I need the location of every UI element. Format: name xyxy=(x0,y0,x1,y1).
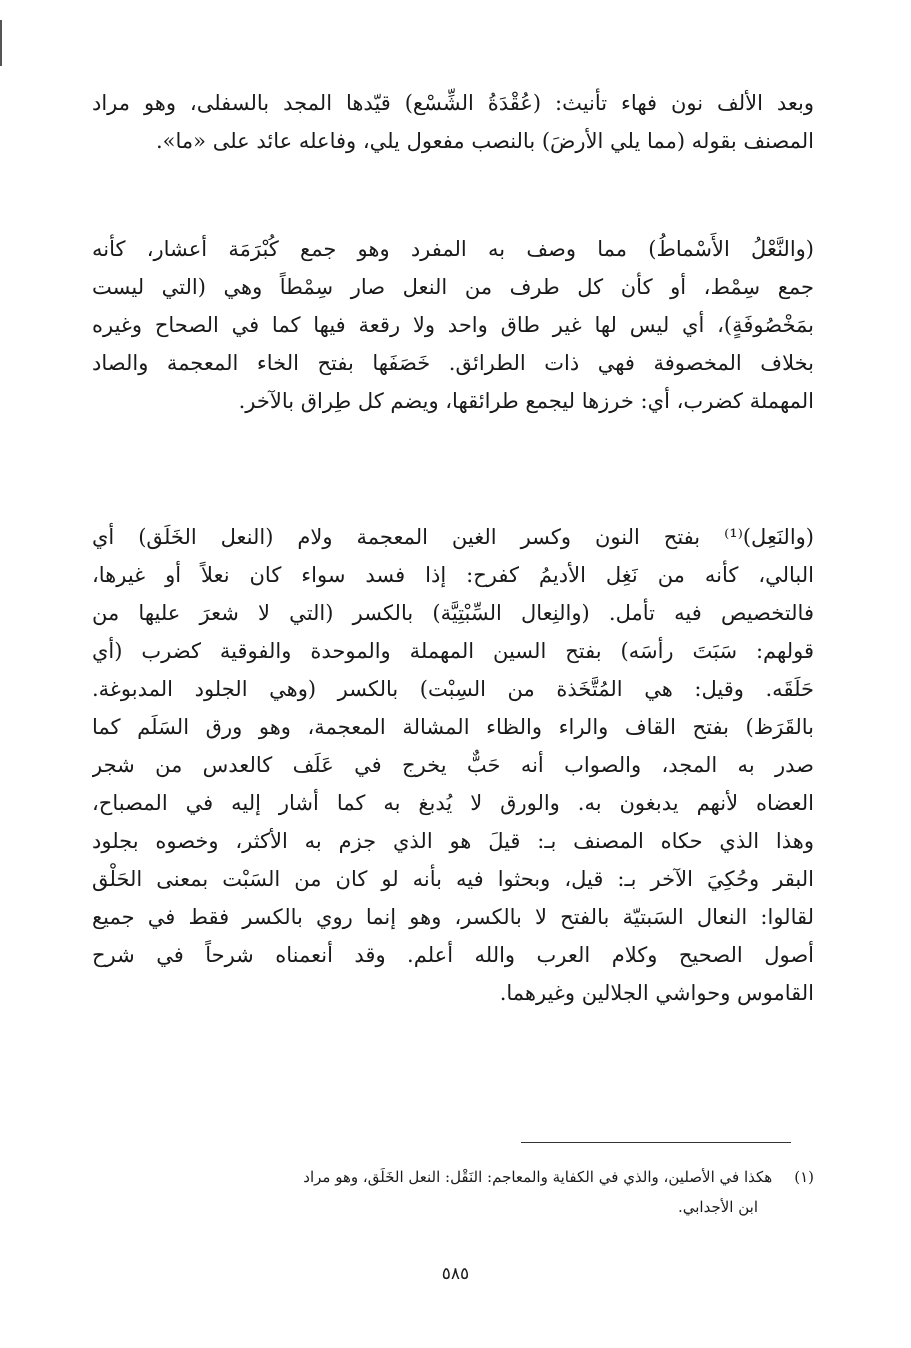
footnote-number: (١) xyxy=(794,1168,814,1186)
footnote-line: ابن الأجدابي. xyxy=(677,1198,758,1216)
page-edge-mark xyxy=(0,20,2,66)
text-line: جمع سِمْط، أو كأن كل طرف من النعل صار سِمْطاً وهي (التي ليست xyxy=(92,275,814,299)
text-line: صدر به المجد، والصواب أنه حَبٌّ يخرج في عَلَف كالعدس من شجر xyxy=(92,753,814,777)
text-line: (والنَّعْلُ الأَسْماطُ) مما وصف به المفرد وهو جمع كُبْرَمَة أعشار، كأنه xyxy=(92,237,814,261)
text-line: حَلَقَه. وقيل: هي المُتَّخَذة من السِبْت) بالكسر (وهي الجلود المدبوغة. xyxy=(92,677,814,701)
text-line: البالي، كأنه من نَغِل الأديمُ كفرح: إذا فسد سواء كان نعلاً أو غيرها، xyxy=(92,563,814,587)
page-number: ٥٨٥ xyxy=(441,1264,470,1284)
paragraph-3 xyxy=(92,518,814,1012)
text-line: بمَخْصُوفَةٍ)، أي ليس لها غير طاق واحد ولا رقعة فيها كما في الصحاح وغيره xyxy=(92,313,814,337)
text-line: وهذا الذي حكاه المصنف بـ: قيلَ هو الذي جزم به الأكثر، وخصوه بجلود xyxy=(92,829,814,853)
text-line: (والنَعِل)⁽¹⁾ بفتح النون وكسر الغين المعجمة ولام (النعل الخَلَق) أي xyxy=(92,525,814,549)
text-line: بخلاف المخصوفة فهي ذات الطرائق. خَصَفَها بفتح الخاء المعجمة والصاد xyxy=(92,351,814,375)
text-line: العضاه لأنهم يدبغون به. والورق لا يُدبغ به كما أشار إليه في المصباح، xyxy=(92,791,814,815)
text-line: القاموس وحواشي الجلالين وغيرهما. xyxy=(499,981,814,1005)
footnote-divider xyxy=(521,1142,791,1143)
text-line: البقر وحُكِيَ الآخر بـ: قيل، وبحثوا فيه بأنه لو كان من السَبْت بمعنى الحَلْق xyxy=(92,867,814,891)
text-line: لقالوا: النعال السَبتيّة بالفتح لا بالكسر، وهو إنما روي بالكسر فقط في جميع xyxy=(92,905,814,929)
paragraph-2 xyxy=(92,230,814,420)
text-line: وبعد الألف نون فهاء تأنيث: (عُقْدَةُ الشِّسْع) قيّدها المجد بالسفلى، وهو مراد xyxy=(92,91,814,115)
footnote-text: هكذا في الأصلين، والذي في الكفاية والمعاجم: النَقْل: النعل الخَلَق، وهو مراد xyxy=(303,1168,773,1186)
footnote-line xyxy=(92,1162,814,1192)
paragraph-1 xyxy=(92,84,814,160)
text-line: المهملة كضرب، أي: خرزها ليجمع طرائقها، ويضم كل طِراق بالآخر. xyxy=(238,389,814,413)
text-line: المصنف بقوله (مما يلي الأرضَ) بالنصب مفعول يلي، وفاعله عائد على «ما». xyxy=(156,129,814,153)
text-line: بالقَرَظ) بفتح القاف والراء والظاء المشالة المعجمة، وهو ورق السَلَم كما xyxy=(92,715,814,739)
text-line: أصول الصحيح وكلام العرب والله أعلم. وقد أنعمناه شرحاً في شرح xyxy=(92,943,814,967)
text-line: قولهم: سَبَتَ رأسَه) بفتح السين المهملة والموحدة والفوقية كضرب (أي xyxy=(92,639,814,663)
footnote xyxy=(92,1162,814,1222)
text-line: فالتخصيص فيه تأمل. (والنِعال السِّبْتِيَّة) بالكسر (التي لا شعرَ عليها من xyxy=(92,601,814,625)
